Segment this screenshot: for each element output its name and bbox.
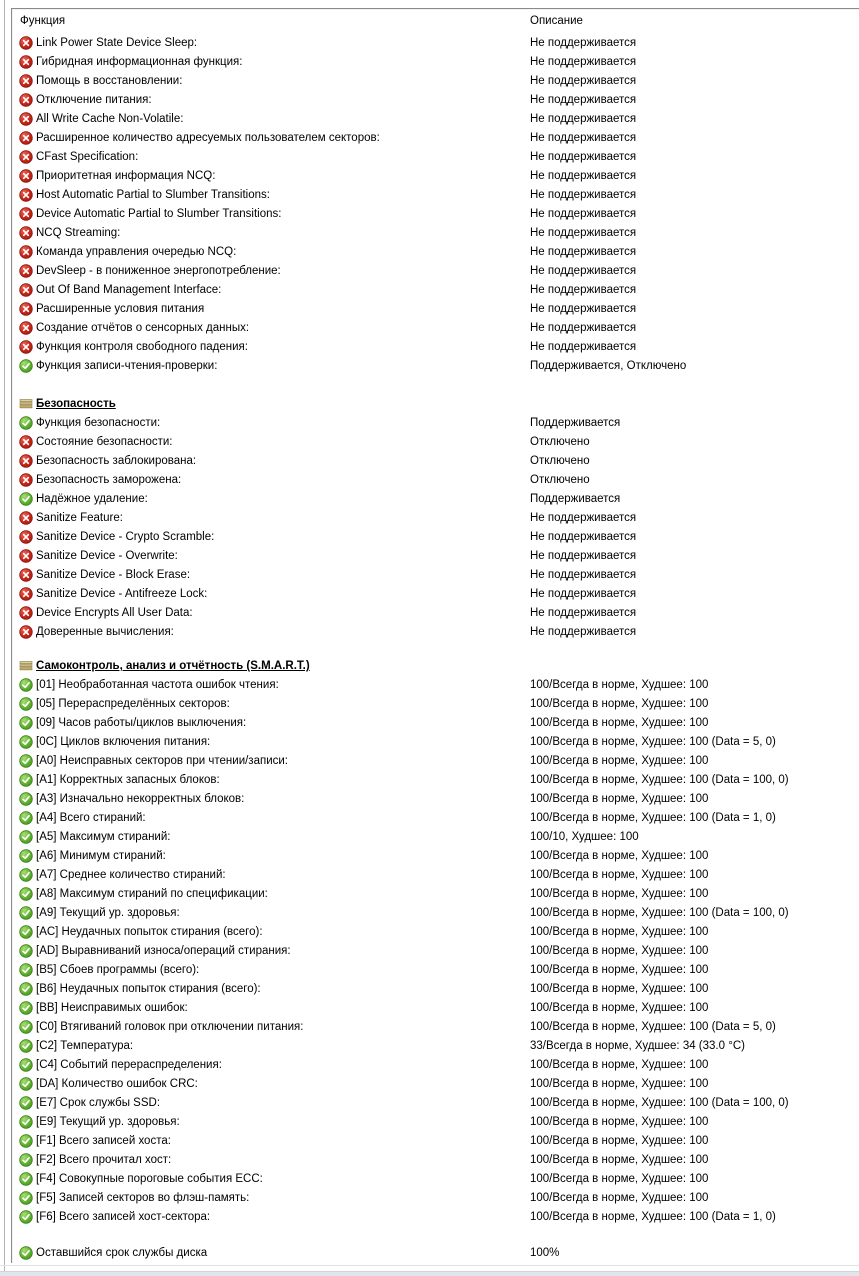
left-pane-edge	[4, 0, 5, 1275]
table-row[interactable]	[12, 528, 859, 547]
fail-icon	[19, 169, 33, 183]
feature-value: 100/Всегда в норме, Худшее: 100 (Data = 1, 0)	[530, 1211, 776, 1223]
feature-label: Host Automatic Partial to Slumber Transitions:	[36, 189, 270, 201]
feature-value: 100/Всегда в норме, Худшее: 100	[530, 1192, 709, 1204]
bottom-edge	[0, 1271, 859, 1276]
feature-value: Отключено	[530, 436, 590, 448]
table-row[interactable]	[12, 809, 859, 828]
fail-icon	[19, 587, 33, 601]
table-row[interactable]	[12, 1075, 859, 1094]
feature-label: [A8] Максимум стираний по спецификации:	[36, 888, 268, 900]
section-gap	[12, 1227, 859, 1244]
ok-icon	[19, 868, 33, 882]
table-row[interactable]	[12, 72, 859, 91]
feature-value: Не поддерживается	[530, 227, 637, 239]
feature-label: Функция контроля свободного падения:	[36, 341, 248, 353]
feature-label: Безопасность заблокирована:	[36, 455, 197, 467]
table-row[interactable]	[12, 828, 859, 847]
fail-icon	[19, 606, 33, 620]
fail-icon	[19, 264, 33, 278]
ok-icon	[19, 1115, 33, 1129]
fail-icon	[19, 511, 33, 525]
ok-icon	[19, 754, 33, 768]
table-row[interactable]	[12, 714, 859, 733]
feature-label: [B6] Неудачных попыток стирания (всего):	[36, 983, 261, 995]
table-row[interactable]	[12, 167, 859, 186]
table-row[interactable]	[12, 319, 859, 338]
table-row[interactable]	[12, 490, 859, 509]
feature-label: CFast Specification:	[36, 151, 139, 163]
ok-icon	[19, 1153, 33, 1167]
table-row[interactable]	[12, 866, 859, 885]
section-icon	[19, 397, 33, 411]
feature-label: Функция записи-чтения-проверки:	[36, 360, 218, 372]
feature-value: 100/Всегда в норме, Худшее: 100	[530, 1078, 709, 1090]
table-row[interactable]	[12, 676, 859, 695]
feature-value: Не поддерживается	[530, 208, 637, 220]
fail-icon	[19, 302, 33, 316]
feature-label: All Write Cache Non-Volatile:	[36, 113, 184, 125]
feature-value: Поддерживается	[530, 417, 621, 429]
feature-label: Надёжное удаление:	[36, 493, 148, 505]
feature-label: [B5] Сбоев программы (всего):	[36, 964, 200, 976]
feature-label: Отключение питания:	[36, 94, 152, 106]
table-row[interactable]	[12, 999, 859, 1018]
table-row[interactable]	[12, 1037, 859, 1056]
table-row[interactable]	[12, 1208, 859, 1227]
fail-icon	[19, 245, 33, 259]
fail-icon	[19, 226, 33, 240]
feature-label: Расширенное количество адресуемых пользователем секторов:	[36, 132, 380, 144]
feature-value: 100/Всегда в норме, Худшее: 100	[530, 983, 709, 995]
fail-icon	[19, 188, 33, 202]
feature-value: Не поддерживается	[530, 170, 637, 182]
feature-label: [A1] Корректных запасных блоков:	[36, 774, 220, 786]
feature-value: 100/Всегда в норме, Худшее: 100	[530, 755, 709, 767]
feature-value: Не поддерживается	[530, 56, 637, 68]
table-row[interactable]	[12, 1132, 859, 1151]
table-row[interactable]	[12, 129, 859, 148]
ok-icon	[19, 982, 33, 996]
feature-value: Не поддерживается	[530, 151, 637, 163]
feature-value: 100/Всегда в норме, Худшее: 100	[530, 1002, 709, 1014]
feature-value: 100/Всегда в норме, Худшее: 100	[530, 793, 709, 805]
feature-value: Не поддерживается	[530, 75, 637, 87]
table-row[interactable]	[12, 547, 859, 566]
table-row[interactable]	[12, 1151, 859, 1170]
ok-icon	[19, 1210, 33, 1224]
column-header-function: Функция	[20, 15, 66, 27]
table-row[interactable]	[12, 357, 859, 376]
feature-value: Не поддерживается	[530, 341, 637, 353]
ok-icon	[19, 792, 33, 806]
feature-label: [BB] Неисправимых ошибок:	[36, 1002, 188, 1014]
feature-label: DevSleep - в пониженное энергопотребление:	[36, 265, 281, 277]
feature-label: Расширенные условия питания	[36, 303, 205, 315]
ok-icon	[19, 1096, 33, 1110]
ok-icon	[19, 944, 33, 958]
feature-value: Не поддерживается	[530, 607, 637, 619]
fail-icon	[19, 93, 33, 107]
section-icon	[19, 659, 33, 673]
ok-icon	[19, 416, 33, 430]
feature-value: Не поддерживается	[530, 569, 637, 581]
feature-value: Не поддерживается	[530, 132, 637, 144]
table-row[interactable]	[12, 34, 859, 53]
ok-icon	[19, 1020, 33, 1034]
feature-value: Не поддерживается	[530, 113, 637, 125]
table-row[interactable]	[12, 1113, 859, 1132]
feature-label: Sanitize Device - Block Erase:	[36, 569, 191, 581]
feature-label: Приоритетная информация NCQ:	[36, 170, 216, 182]
table-row[interactable]	[12, 790, 859, 809]
fail-icon	[19, 530, 33, 544]
feature-label: [F2] Всего прочитал хост:	[36, 1154, 172, 1166]
feature-label: Оставшийся срок службы диска	[36, 1247, 208, 1259]
feature-label: [A6] Минимум стираний:	[36, 850, 166, 862]
column-headers	[12, 9, 859, 34]
fail-icon	[19, 340, 33, 354]
features-report-panel	[11, 8, 859, 1263]
fail-icon	[19, 55, 33, 69]
table-row[interactable]	[12, 53, 859, 72]
ok-icon	[19, 359, 33, 373]
ok-icon	[19, 849, 33, 863]
feature-label: Link Power State Device Sleep:	[36, 37, 198, 49]
ok-icon	[19, 735, 33, 749]
feature-label: [05] Перераспределённых секторов:	[36, 698, 230, 710]
table-row[interactable]	[12, 566, 859, 585]
feature-value: Поддерживается	[530, 493, 621, 505]
section-header-row[interactable]	[12, 395, 859, 414]
feature-label: Доверенные вычисления:	[36, 626, 174, 638]
table-row[interactable]	[12, 771, 859, 790]
table-row[interactable]	[12, 186, 859, 205]
feature-label: [09] Часов работы/циклов выключения:	[36, 717, 247, 729]
feature-label: [C2] Температура:	[36, 1040, 134, 1052]
ok-icon	[19, 492, 33, 506]
fail-icon	[19, 131, 33, 145]
feature-value: 100/Всегда в норме, Худшее: 100	[530, 717, 709, 729]
feature-label: NCQ Streaming:	[36, 227, 121, 239]
feature-label: [A0] Неисправных секторов при чтении/записи:	[36, 755, 289, 767]
fail-icon	[19, 473, 33, 487]
table-row[interactable]	[12, 205, 859, 224]
feature-value: Не поддерживается	[530, 550, 637, 562]
feature-value: Поддерживается, Отключено	[530, 360, 687, 372]
fail-icon	[19, 150, 33, 164]
feature-value: 100/Всегда в норме, Худшее: 100	[530, 679, 709, 691]
table-row[interactable]	[12, 923, 859, 942]
feature-label: Состояние безопасности:	[36, 436, 173, 448]
feature-label: Гибридная информационная функция:	[36, 56, 243, 68]
ok-icon	[19, 925, 33, 939]
fail-icon	[19, 36, 33, 50]
table-row[interactable]	[12, 623, 859, 642]
table-row[interactable]	[12, 110, 859, 129]
feature-label: [01] Необработанная частота ошибок чтения:	[36, 679, 279, 691]
feature-value: Не поддерживается	[530, 284, 637, 296]
table-row[interactable]	[12, 1170, 859, 1189]
feature-label: [E9] Текущий ур. здоровья:	[36, 1116, 180, 1128]
table-row[interactable]	[12, 1056, 859, 1075]
ok-icon	[19, 811, 33, 825]
feature-value: 100/Всегда в норме, Худшее: 100	[530, 850, 709, 862]
ok-icon	[19, 716, 33, 730]
section-header-row[interactable]	[12, 657, 859, 676]
feature-label: [0C] Циклов включения питания:	[36, 736, 211, 748]
feature-value: 100/Всегда в норме, Худшее: 100	[530, 1173, 709, 1185]
section-title: Безопасность	[36, 398, 116, 410]
table-row[interactable]	[12, 433, 859, 452]
fail-icon	[19, 207, 33, 221]
fail-icon	[19, 112, 33, 126]
section-gap	[12, 376, 859, 395]
ok-icon	[19, 906, 33, 920]
table-row[interactable]	[12, 262, 859, 281]
feature-value: 100/Всегда в норме, Худшее: 100	[530, 869, 709, 881]
feature-label: Sanitize Device - Overwrite:	[36, 550, 178, 562]
feature-label: Out Of Band Management Interface:	[36, 284, 222, 296]
rows-container	[12, 34, 859, 1263]
feature-value: 100/Всегда в норме, Худшее: 100 (Data = 1, 0)	[530, 812, 776, 824]
feature-value: 100%	[530, 1247, 560, 1259]
feature-value: 100/Всегда в норме, Худшее: 100	[530, 1135, 709, 1147]
table-row[interactable]	[12, 585, 859, 604]
section-title: Самоконтроль, анализ и отчётность (S.M.A.R.T.)	[36, 660, 310, 672]
ok-icon	[19, 678, 33, 692]
feature-label: [DA] Количество ошибок CRC:	[36, 1078, 198, 1090]
feature-label: Device Automatic Partial to Slumber Transitions:	[36, 208, 282, 220]
feature-value: 100/Всегда в норме, Худшее: 100	[530, 1116, 709, 1128]
feature-label: [F4] Совокупные пороговые события ECC:	[36, 1173, 263, 1185]
table-row[interactable]	[12, 733, 859, 752]
feature-label: Sanitize Feature:	[36, 512, 123, 524]
feature-value: 100/Всегда в норме, Худшее: 100 (Data = 5, 0)	[530, 1021, 776, 1033]
fail-icon	[19, 454, 33, 468]
ok-icon	[19, 1058, 33, 1072]
feature-value: Отключено	[530, 455, 590, 467]
table-row[interactable]	[12, 847, 859, 866]
table-row[interactable]	[12, 471, 859, 490]
feature-value: Не поддерживается	[530, 322, 637, 334]
ok-icon	[19, 830, 33, 844]
feature-label: Безопасность заморожена:	[36, 474, 182, 486]
feature-label: Sanitize Device - Antifreeze Lock:	[36, 588, 208, 600]
feature-label: [A7] Среднее количество стираний:	[36, 869, 226, 881]
feature-value: Не поддерживается	[530, 512, 637, 524]
feature-value: Не поддерживается	[530, 265, 637, 277]
feature-value: 100/Всегда в норме, Худшее: 100	[530, 945, 709, 957]
feature-label: [C4] Событий перераспределения:	[36, 1059, 222, 1071]
table-row[interactable]	[12, 1244, 859, 1263]
table-row[interactable]	[12, 695, 859, 714]
feature-value: 100/Всегда в норме, Худшее: 100 (Data = 100, 0)	[530, 774, 789, 786]
table-row[interactable]	[12, 452, 859, 471]
feature-label: [AC] Неудачных попыток стирания (всего):	[36, 926, 263, 938]
feature-value: Не поддерживается	[530, 588, 637, 600]
feature-value: 33/Всегда в норме, Худшее: 34 (33.0 °C)	[530, 1040, 745, 1052]
section-gap	[12, 642, 859, 657]
table-row[interactable]	[12, 961, 859, 980]
fail-icon	[19, 435, 33, 449]
feature-label: [F6] Всего записей хост-сектора:	[36, 1211, 211, 1223]
table-row[interactable]	[12, 300, 859, 319]
feature-value: Отключено	[530, 474, 590, 486]
feature-label: Помощь в восстановлении:	[36, 75, 183, 87]
table-row[interactable]	[12, 509, 859, 528]
table-row[interactable]	[12, 752, 859, 771]
feature-value: Не поддерживается	[530, 37, 637, 49]
feature-label: [A5] Максимум стираний:	[36, 831, 171, 843]
feature-label: [A4] Всего стираний:	[36, 812, 146, 824]
fail-icon	[19, 549, 33, 563]
fail-icon	[19, 625, 33, 639]
table-row[interactable]	[12, 243, 859, 262]
feature-label: Команда управления очередью NCQ:	[36, 246, 237, 258]
ok-icon	[19, 1134, 33, 1148]
ok-icon	[19, 697, 33, 711]
ok-icon	[19, 1039, 33, 1053]
table-row[interactable]	[12, 414, 859, 433]
ok-icon	[19, 887, 33, 901]
feature-label: [F1] Всего записей хоста:	[36, 1135, 171, 1147]
table-row[interactable]	[12, 1094, 859, 1113]
table-row[interactable]	[12, 980, 859, 999]
feature-value: Не поддерживается	[530, 94, 637, 106]
feature-label: Функция безопасности:	[36, 417, 161, 429]
feature-value: Не поддерживается	[530, 303, 637, 315]
table-row[interactable]	[12, 338, 859, 357]
feature-value: 100/10, Худшее: 100	[530, 831, 639, 843]
feature-value: Не поддерживается	[530, 189, 637, 201]
feature-value: 100/Всегда в норме, Худшее: 100	[530, 888, 709, 900]
feature-value: Не поддерживается	[530, 246, 637, 258]
feature-value: Не поддерживается	[530, 531, 637, 543]
feature-value: 100/Всегда в норме, Худшее: 100	[530, 926, 709, 938]
feature-value: Не поддерживается	[530, 626, 637, 638]
table-row[interactable]	[12, 904, 859, 923]
feature-value: 100/Всегда в норме, Худшее: 100	[530, 1154, 709, 1166]
feature-label: [A9] Текущий ур. здоровья:	[36, 907, 180, 919]
ok-icon	[19, 963, 33, 977]
feature-label: Создание отчётов о сенсорных данных:	[36, 322, 250, 334]
feature-label: [E7] Срок службы SSD:	[36, 1097, 161, 1109]
ok-icon	[19, 1001, 33, 1015]
feature-label: Device Encrypts All User Data:	[36, 607, 193, 619]
ok-icon	[19, 1246, 33, 1260]
table-row[interactable]	[12, 91, 859, 110]
feature-value: 100/Всегда в норме, Худшее: 100 (Data = 5, 0)	[530, 736, 776, 748]
feature-label: [C0] Втягиваний головок при отключении питания:	[36, 1021, 304, 1033]
table-row[interactable]	[12, 1189, 859, 1208]
feature-value: 100/Всегда в норме, Худшее: 100	[530, 1059, 709, 1071]
feature-value: 100/Всегда в норме, Худшее: 100 (Data = 100, 0)	[530, 1097, 789, 1109]
ok-icon	[19, 1172, 33, 1186]
ok-icon	[19, 1191, 33, 1205]
table-row[interactable]	[12, 148, 859, 167]
feature-label: Sanitize Device - Crypto Scramble:	[36, 531, 215, 543]
table-row[interactable]	[12, 885, 859, 904]
feature-value: 100/Всегда в норме, Худшее: 100	[530, 964, 709, 976]
fail-icon	[19, 74, 33, 88]
fail-icon	[19, 321, 33, 335]
fail-icon	[19, 283, 33, 297]
table-row[interactable]	[12, 224, 859, 243]
feature-value: 100/Всегда в норме, Худшее: 100 (Data = 100, 0)	[530, 907, 789, 919]
bottom-divider	[0, 1265, 859, 1266]
table-row[interactable]	[12, 1018, 859, 1037]
feature-value: 100/Всегда в норме, Худшее: 100	[530, 698, 709, 710]
table-row[interactable]	[12, 604, 859, 623]
table-row[interactable]	[12, 281, 859, 300]
column-header-description: Описание	[530, 15, 583, 27]
ok-icon	[19, 1077, 33, 1091]
fail-icon	[19, 568, 33, 582]
feature-label: [AD] Выравниваний износа/операций стирания:	[36, 945, 291, 957]
ok-icon	[19, 773, 33, 787]
table-row[interactable]	[12, 942, 859, 961]
feature-label: [F5] Записей секторов во флэш-память:	[36, 1192, 250, 1204]
feature-label: [A3] Изначально некорректных блоков:	[36, 793, 245, 805]
